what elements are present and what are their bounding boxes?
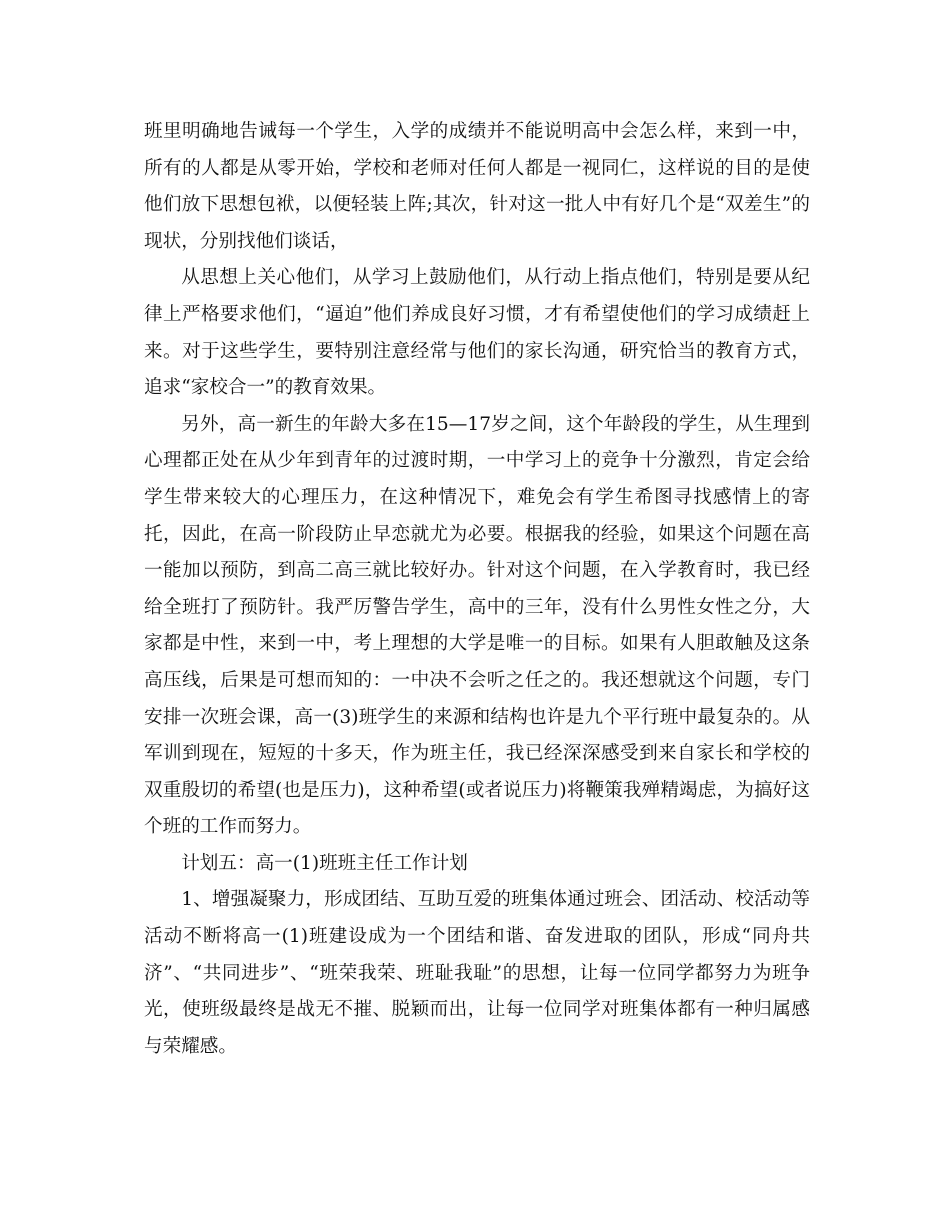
section-heading-plan-five: 计划五：高一(1)班班主任工作计划 — [181, 852, 468, 874]
paragraph-cohesion: 1、增强凝聚力，形成团结、互助互爱的班集体通过班会、团活动、校活动等活动不断将高一(1)班建设成为一个团结和谐、奋发进取的团队，形成“同舟共济”、“共同进步”、“班荣我荣、班耻我耻”的思想，让每一位同学都努力为班争光，使班级最终是战无不摧、脱颖而出，让每一位同学对班集体都有一种归属感与荣耀感。 — [144, 889, 810, 1057]
document-page — [144, 114, 810, 1065]
paragraph-age-and-pressure: 另外，高一新生的年龄大多在15—17岁之间，这个年龄段的学生，从生理到心理都正处在从少年到青年的过渡时期，一中学习上的竞争十分激烈，肯定会给学生带来较大的心理压力，在这种情况下，难免会有学生希图寻找感情上的寄托，因此，在高一阶段防止早恋就尤为必要。根据我的经验，如果这个问题在高一能加以预防，到高二高三就比较好办。针对这个问题，在入学教育时，我已经给全班打了预防针。我严厉警告学生，高中的三年，没有什么男性女性之分，大家都是中性，来到一中，考上理想的大学是唯一的目标。如果有人胆敢触及这条高压线，后果是可想而知的：一中决不会听之任之的。我还想就这个问题，专门安排一次班会课，高一(3)班学生的来源和结构也许是九个平行班中最复杂的。从军训到现在，短短的十多天，作为班主任，我已经深深感受到来自家长和学校的双重殷切的希望(也是压力)，这种希望(或者说压力)将鞭策我殚精竭虑，为搞好这个班的工作而努力。 — [144, 413, 810, 838]
paragraph-student-guidance: 从思想上关心他们，从学习上鼓励他们，从行动上指点他们，特别是要从纪律上严格要求他们，“逼迫”他们养成良好习惯，才有希望使他们的学习成绩赶上来。对于这些学生，要特别注意经常与他们的家长沟通，研究恰当的教育方式，追求“家校合一”的教育效果。 — [144, 267, 810, 399]
paragraph-continuation: 班里明确地告诫每一个学生，入学的成绩并不能说明高中会怎么样，来到一中，所有的人都是从零开始，学校和老师对任何人都是一视同仁，这样说的目的是使他们放下思想包袱，以便轻装上阵;其次，针对这一批人中有好几个是“双差生”的现状，分别找他们谈话， — [144, 121, 810, 252]
